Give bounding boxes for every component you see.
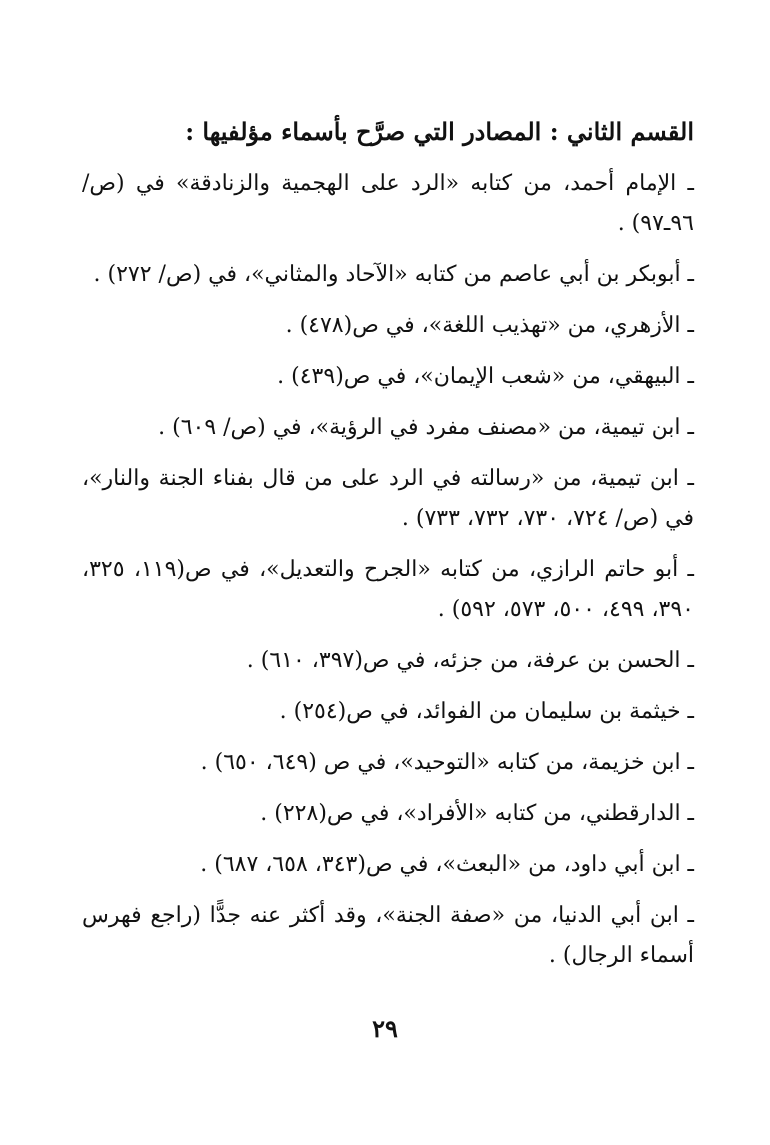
source-entry-ibn-khuzayma: ـ ابن خزيمة، من كتابه «التوحيد»، في ص (٦٤٩، ٦٥٠) .	[200, 750, 694, 775]
page-number: ٢٩	[372, 1014, 398, 1043]
source-entry-hasan-ibn-arafa: ـ الحسن بن عرفة، من جزئه، في ص(٣٩٧، ٦١٠) .	[246, 648, 694, 673]
source-entry-ahmad: ـ الإمام أحمد، من كتابه «الرد على الهجمية والزنادقة» في (ص/ ٩٦ـ٩٧) .	[82, 171, 694, 236]
source-entry-ibn-taymiyya-fana: ـ ابن تيمية، من «رسالته في الرد على من قال بفناء الجنة والنار»، في (ص/ ٧٢٤، ٧٣٠، ٧٣٢، ٧٣٣) .	[82, 466, 694, 531]
source-entry-azhari: ـ الأزهري، من «تهذيب اللغة»، في ص(٤٧٨) .	[285, 313, 694, 338]
source-entry-ibn-abi-asim: ـ أبوبكر بن أبي عاصم من كتابه «الآحاد والمثاني»، في (ص/ ٢٧٢) .	[93, 262, 694, 287]
source-entry-khaythama: ـ خيثمة بن سليمان من الفوائد، في ص(٢٥٤) .	[279, 699, 694, 724]
source-entry-ibn-taymiyya-ruya: ـ ابن تيمية، من «مصنف مفرد في الرؤية»، في (ص/ ٦٠٩) .	[158, 415, 694, 440]
section-heading: القسم الثاني : المصادر التي صرَّح بأسماء مؤلفيها :	[185, 117, 694, 146]
source-entry-abu-hatim: ـ أبو حاتم الرازي، من كتابه «الجرح والتعديل»، في ص(١١٩، ٣٢٥، ٣٩٠، ٤٩٩، ٥٠٠، ٥٧٣، ٥٩٢) .	[82, 557, 694, 622]
source-entry-ibn-abi-dunya: ـ ابن أبي الدنيا، من «صفة الجنة»، وقد أكثر عنه جدًّا (راجع فهرس أسماء الرجال) .	[82, 903, 694, 968]
source-entry-ibn-abi-dawud: ـ ابن أبي داود، من «البعث»، في ص(٣٤٣، ٦٥٨، ٦٨٧) .	[200, 852, 694, 877]
source-entry-bayhaqi: ـ البيهقي، من «شعب الإيمان»، في ص(٤٣٩) .	[277, 364, 694, 389]
source-entry-daraqutni: ـ الدارقطني، من كتابه «الأفراد»، في ص(٢٢٨) .	[260, 801, 694, 826]
page-body	[82, 112, 694, 987]
